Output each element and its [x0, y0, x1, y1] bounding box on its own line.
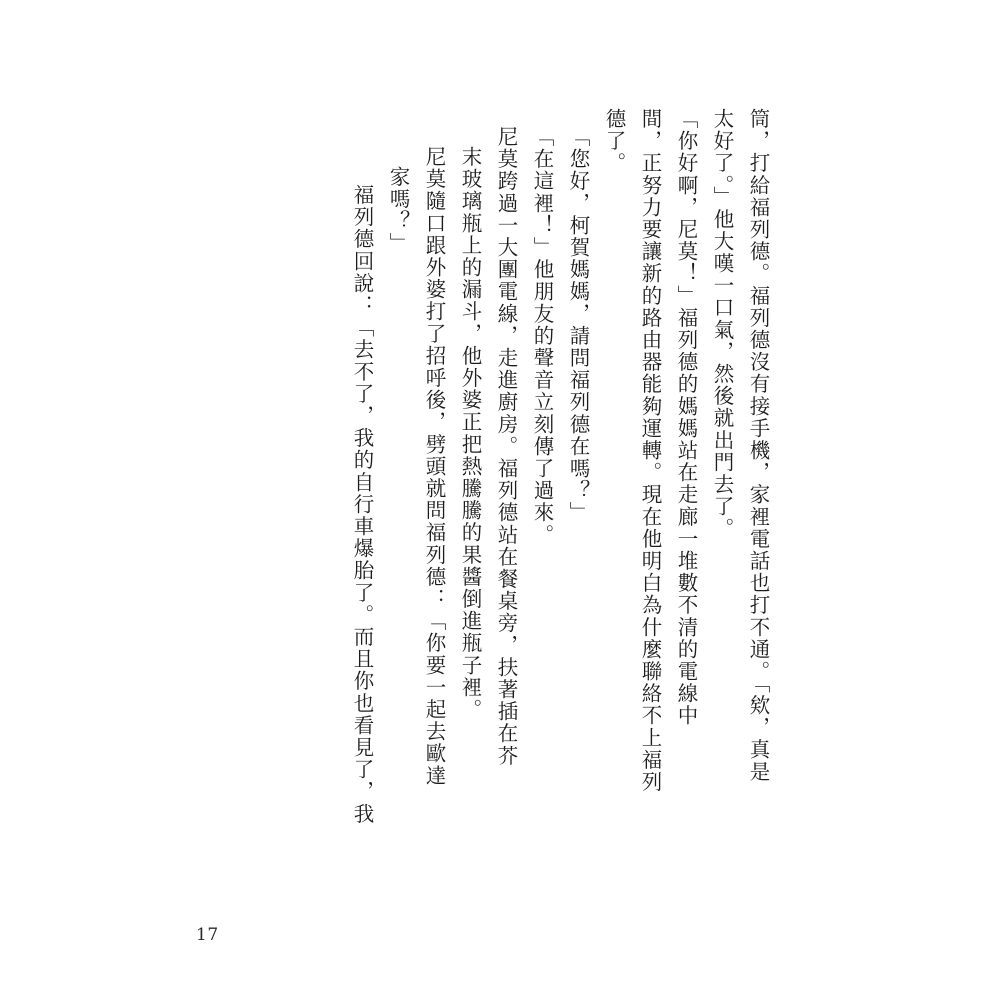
text-column: 福列德回說：「去不了，我的自行車爆胎了。而且你也看見了，我: [350, 184, 374, 825]
text-column: 太好了。」他大嘆一口氣，然後就出門去了。: [710, 108, 734, 540]
text-column: 尼莫隨口跟外婆打了招呼後，劈頭就問福列德：「你要一起去歐達: [422, 146, 446, 787]
text-column: 筒，打給福列德。福列德沒有接手機，家裡電話也打不通。「欸，真是: [746, 108, 770, 783]
vertical-text-body: [178, 108, 768, 898]
text-column: 「您好，柯賀媽媽，請問福列德在嗎？」: [566, 126, 590, 524]
text-column: 德了。: [602, 108, 626, 175]
text-column: 「你好啊，尼莫！」福列德的媽媽站在走廊一堆數不清的電線中: [674, 108, 698, 727]
page-number: 17: [196, 925, 219, 945]
text-column: 尼莫跨過一大團電線，走進廚房。福列德站在餐桌旁，扶著插在芥: [494, 126, 518, 767]
text-column: 家嗎？」: [386, 166, 410, 255]
text-column: 「在這裡！」他朋友的聲音立刻傳了過來。: [530, 126, 554, 546]
text-column: 末玻璃瓶上的漏斗，他外婆正把熱騰騰的果醬倒進瓶子裡。: [458, 146, 482, 721]
text-column: 間，正努力要讓新的路由器能夠運轉。現在他明白為什麼聯絡不上福列: [638, 108, 662, 794]
